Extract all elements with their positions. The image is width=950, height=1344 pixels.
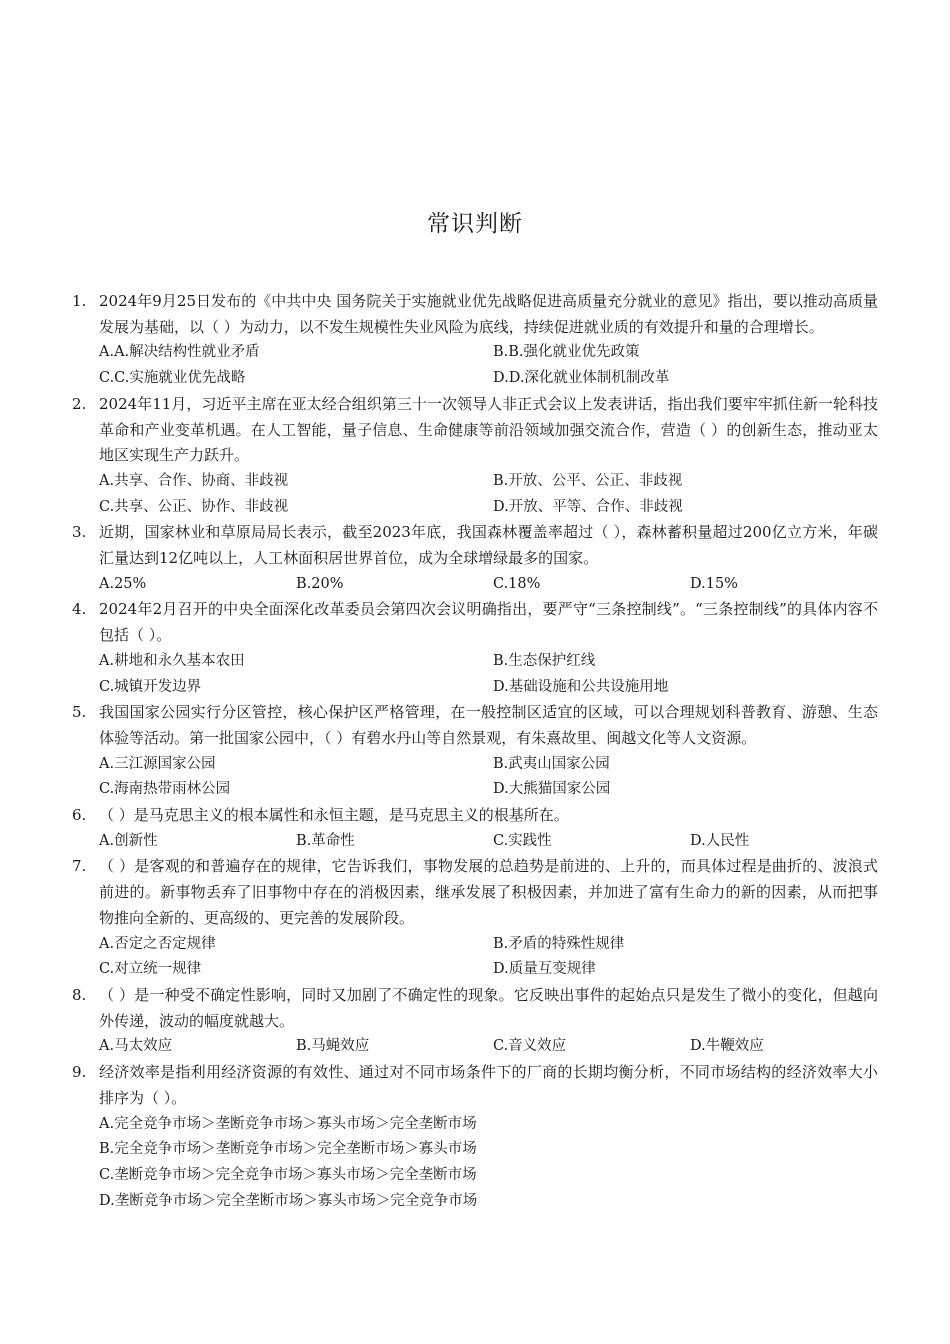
option-d: D.D.深化就业体制机制改革 xyxy=(493,370,670,387)
question-list xyxy=(72,289,878,1214)
option-b: B.武夷山国家公园 xyxy=(493,755,610,772)
option-a: A.完全竞争市场＞垄断竞争市场＞寡头市场＞完全垄断市场 xyxy=(99,1115,477,1132)
option-c: C.对立统一规律 xyxy=(99,961,202,978)
question-1 xyxy=(72,289,878,392)
option-a: A.否定之否定规律 xyxy=(99,935,216,952)
option-b: B.革命性 xyxy=(296,832,355,849)
question-number: 3. xyxy=(72,523,87,542)
option-c: C.海南热带雨林公园 xyxy=(99,781,231,798)
question-stem xyxy=(72,392,878,469)
option-list xyxy=(72,932,878,983)
question-5 xyxy=(72,700,878,803)
option-a: A.三江源国家公园 xyxy=(99,755,216,772)
question-number: 9. xyxy=(72,1063,87,1082)
question-number: 7. xyxy=(72,857,87,876)
question-number: 6. xyxy=(72,806,87,825)
option-c: C.C.实施就业优先战略 xyxy=(99,370,246,387)
question-6 xyxy=(72,803,878,854)
option-d: D.开放、平等、合作、非歧视 xyxy=(493,498,683,515)
question-text: 经济效率是指利用经济资源的有效性、通过对不同市场条件下的厂商的长期均衡分析，不同市场结构的经济效率大小排序为（ ）。 xyxy=(99,1063,878,1107)
question-stem xyxy=(72,1060,878,1111)
question-8 xyxy=(72,983,878,1060)
option-c: C.音义效应 xyxy=(493,1038,567,1055)
question-text: （ ）是一种受不确定性影响，同时又加剧了不确定性的现象。它反映出事件的起始点只是发生了微小的变化，但越向外传递，波动的幅度就越大。 xyxy=(99,985,878,1030)
option-c: C.共享、公正、协作、非歧视 xyxy=(99,498,289,515)
option-list xyxy=(72,752,878,803)
question-stem xyxy=(72,803,878,829)
option-a: A.25% xyxy=(99,575,147,592)
question-number: 8. xyxy=(72,985,87,1004)
option-b: B.完全竞争市场＞垄断竞争市场＞完全垄断市场＞寡头市场 xyxy=(99,1141,477,1158)
option-d: D.人民性 xyxy=(690,832,750,849)
question-stem xyxy=(72,854,878,931)
option-list xyxy=(72,1112,878,1215)
question-number: 1. xyxy=(72,292,87,310)
question-number: 5. xyxy=(72,703,87,722)
option-b: B.B.强化就业优先政策 xyxy=(493,344,640,361)
option-b: B.马蝇效应 xyxy=(296,1038,370,1055)
question-2 xyxy=(72,392,878,521)
option-a: A.A.解决结构性就业矛盾 xyxy=(99,344,260,361)
option-a: A.耕地和永久基本农田 xyxy=(99,652,245,669)
option-d: D.牛鞭效应 xyxy=(690,1038,764,1055)
option-d: D.15% xyxy=(690,575,738,592)
option-a: A.共享、合作、协商、非歧视 xyxy=(99,472,289,489)
question-number: 2. xyxy=(72,394,87,413)
option-list xyxy=(72,649,878,700)
option-b: B.矛盾的特殊性规律 xyxy=(493,935,625,952)
question-4 xyxy=(72,597,878,700)
option-a: A.马太效应 xyxy=(99,1038,173,1055)
page-title: 常识判断 xyxy=(427,211,523,237)
option-c: C.实践性 xyxy=(493,832,552,849)
option-d: D.大熊猫国家公园 xyxy=(493,781,611,798)
option-a: A.创新性 xyxy=(99,832,158,849)
option-d: D.基础设施和公共设施用地 xyxy=(493,678,669,695)
option-list xyxy=(72,829,878,855)
question-9 xyxy=(72,1060,878,1214)
option-c: C.垄断竞争市场＞完全竞争市场＞寡头市场＞完全垄断市场 xyxy=(99,1166,477,1183)
option-list xyxy=(72,572,878,598)
question-7 xyxy=(72,854,878,983)
question-text: 2024年11月，习近平主席在亚太经合组织第三十一次领导人非正式会议上发表讲话，指出我们要牢牢抓住新一轮科技革命和产业变革机遇。在人工智能，量子信息、生命健康等前沿领域加强交流合作，营造（ ）的创新生态，推动亚太地区实现生产力跃升。 xyxy=(99,394,878,465)
option-list xyxy=(72,1034,878,1060)
option-list xyxy=(72,469,878,520)
question-3 xyxy=(72,520,878,597)
question-number: 4. xyxy=(72,600,87,619)
option-b: B.生态保护红线 xyxy=(493,652,596,669)
question-stem xyxy=(72,700,878,751)
question-text: 我国国家公园实行分区管控，核心保护区严格管理，在一般控制区适宜的区域，可以合理规划科普教育、游憩、生态体验等活动。第一批国家公园中，（ ）有碧水丹山等自然景观，有朱熹故里、闽越文化等人文资源。 xyxy=(99,703,878,747)
question-stem xyxy=(72,520,878,571)
option-d: D.质量互变规律 xyxy=(493,961,596,978)
option-b: B.20% xyxy=(296,575,344,592)
option-c: C.城镇开发边界 xyxy=(99,678,202,695)
question-text: 近期，国家林业和草原局局长表示，截至2023年底，我国森林覆盖率超过（ ），森林蓄积量超过200亿立方米，年碳汇量达到12亿吨以上，人工林面积居世界首位，成为全球增绿最多的国家。 xyxy=(99,523,878,568)
question-stem xyxy=(72,289,878,340)
option-list xyxy=(72,340,878,391)
question-text: 2024年2月召开的中央全面深化改革委员会第四次会议明确指出，要严守“三条控制线”。“三条控制线”的具体内容不包括（ ）。 xyxy=(99,600,878,645)
option-c: C.18% xyxy=(493,575,541,592)
question-text: （ ）是马克思主义的根本属性和永恒主题，是马克思主义的根基所在。 xyxy=(99,806,569,825)
option-d: D.垄断竞争市场＞完全垄断市场＞寡头市场＞完全竞争市场 xyxy=(99,1192,478,1209)
question-text: （ ）是客观的和普遍存在的规律，它告诉我们，事物发展的总趋势是前进的、上升的，而具体过程是曲折的、波浪式前进的。新事物丢弃了旧事物中存在的消极因素，继承发展了积极因素，并加进了富有生命力的新的因素，从而把事物推向全新的、更高级的、更完善的发展阶段。 xyxy=(99,857,878,927)
question-stem xyxy=(72,983,878,1034)
question-stem xyxy=(72,597,878,648)
question-text: 2024年9月25日发布的《中共中央 国务院关于实施就业优先战略促进高质量充分就业的意见》指出，要以推动高质量发展为基础，以（ ）为动力，以不发生规模性失业风险为底线，持续促进就业质的有效提升和量的合理增长。 xyxy=(99,292,878,336)
option-b: B.开放、公平、公正、非歧视 xyxy=(493,472,683,489)
